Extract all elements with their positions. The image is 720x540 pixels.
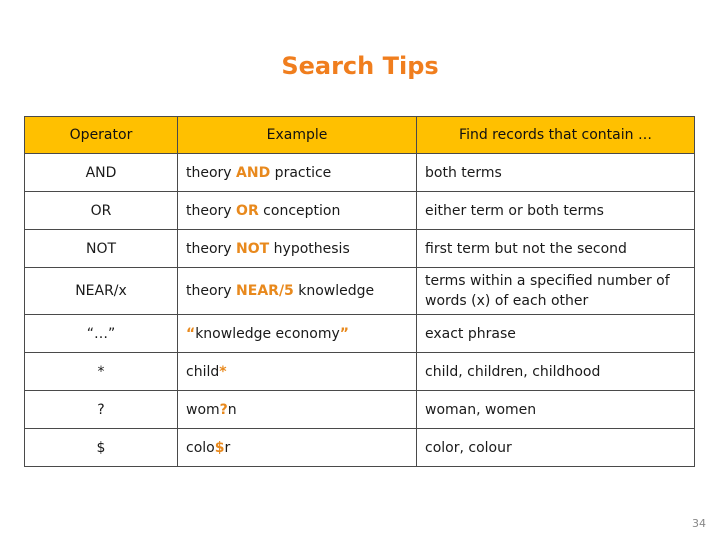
table-row xyxy=(25,268,695,315)
slide-title: Search Tips xyxy=(281,52,439,80)
operator-cell: OR xyxy=(25,192,178,230)
result-cell: child, children, childhood xyxy=(417,353,695,391)
header-operator: Operator xyxy=(25,117,178,154)
example-text: colo xyxy=(186,439,215,456)
example-cell xyxy=(178,230,417,268)
example-quote-open: “ xyxy=(186,325,196,342)
header-example: Example xyxy=(178,117,417,154)
operator-cell: NOT xyxy=(25,230,178,268)
example-text: knowledge economy xyxy=(195,325,340,342)
example-cell xyxy=(178,353,417,391)
example-text: child xyxy=(186,363,220,380)
search-tips-table xyxy=(24,116,695,467)
table-row xyxy=(25,230,695,268)
table-header-row xyxy=(25,117,695,154)
result-cell: exact phrase xyxy=(417,315,695,353)
example-quote-close: ” xyxy=(339,325,349,342)
example-text: practice xyxy=(270,164,332,181)
example-cell xyxy=(178,192,417,230)
example-text: wom xyxy=(186,401,220,418)
result-cell: color, colour xyxy=(417,429,695,467)
example-cell xyxy=(178,391,417,429)
table-row xyxy=(25,353,695,391)
example-text: knowledge xyxy=(293,283,375,299)
result-cell: terms within a specified number of words (x) of each other xyxy=(417,268,695,315)
operator-cell: “…” xyxy=(25,315,178,353)
example-operator: AND xyxy=(236,164,271,181)
table-row xyxy=(25,315,695,353)
operator-cell: $ xyxy=(25,429,178,467)
result-cell: either term or both terms xyxy=(417,192,695,230)
result-cell: both terms xyxy=(417,154,695,192)
example-text: theory xyxy=(186,240,237,257)
operator-cell: ? xyxy=(25,391,178,429)
example-operator: ? xyxy=(219,401,228,418)
example-operator: OR xyxy=(236,202,259,219)
result-cell: woman, women xyxy=(417,391,695,429)
example-text: conception xyxy=(258,202,341,219)
result-cell: first term but not the second xyxy=(417,230,695,268)
example-cell xyxy=(178,315,417,353)
operator-cell: NEAR/x xyxy=(25,268,178,315)
example-text: theory xyxy=(186,202,237,219)
operator-cell: * xyxy=(25,353,178,391)
example-operator: * xyxy=(219,363,227,380)
example-operator: NEAR/5 xyxy=(236,283,294,299)
example-text: r xyxy=(224,439,231,456)
header-result: Find records that contain … xyxy=(417,117,695,154)
operator-cell: AND xyxy=(25,154,178,192)
table-row xyxy=(25,154,695,192)
example-text: hypothesis xyxy=(269,240,350,257)
table-row xyxy=(25,192,695,230)
example-text: theory xyxy=(186,283,237,299)
example-cell xyxy=(178,429,417,467)
table-row xyxy=(25,429,695,467)
example-cell xyxy=(178,268,417,315)
page-number: 34 xyxy=(692,517,706,530)
example-operator: $ xyxy=(214,439,225,456)
table-row xyxy=(25,391,695,429)
example-text: n xyxy=(227,401,237,418)
example-cell xyxy=(178,154,417,192)
example-operator: NOT xyxy=(236,240,270,257)
example-text: theory xyxy=(186,164,237,181)
